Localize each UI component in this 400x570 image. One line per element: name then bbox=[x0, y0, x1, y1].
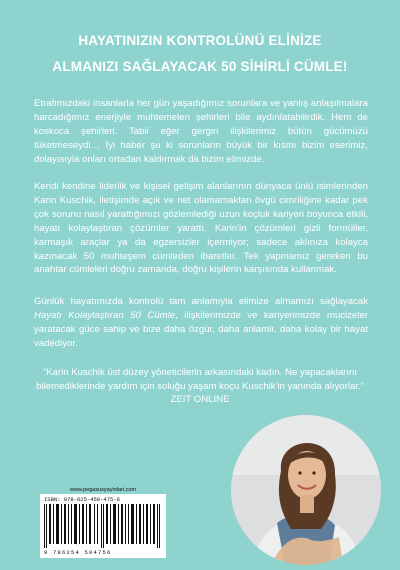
isbn-label: ISBN: 978-625-450-475-6 bbox=[44, 496, 120, 503]
author-portrait-illustration bbox=[231, 415, 381, 565]
barcode-panel bbox=[40, 487, 166, 558]
press-quote bbox=[26, 366, 374, 407]
book-title-italic: Hayatı Kolaylaştıran 50 Cümle bbox=[34, 309, 176, 321]
author-photo bbox=[231, 415, 381, 565]
paragraph-promise-start: Günlük hayatımızda kontrolü tam anlamıyla elimize almamızı sağlayacak bbox=[34, 296, 368, 307]
quote-source: ZEIT ONLINE bbox=[170, 394, 230, 405]
paragraph-promise-end: , ilişkilerimizde ve kariyerimizde mucizeler yaratacak güce sahip ve bize daha özgür, daha anlamlı, daha kolay bir hayat vadediyor. bbox=[34, 309, 368, 349]
barcode-number: 9 786254 504756 bbox=[44, 549, 112, 556]
quote-text: “Karin Kuschik üst düzey yöneticilerin arkasındaki kadın. Ne yapacaklarını bilemediklerinde yardım için soluğu yaşam koçu Kuschik'in yanında alıyorlar.” bbox=[36, 367, 364, 392]
publisher-url: www.pegasusyayinlari.com bbox=[69, 487, 137, 493]
back-cover-headline bbox=[0, 28, 400, 80]
paragraph-promise bbox=[34, 295, 368, 351]
headline-line-2: ALMANIZI SAĞLAYACAK 50 SİHİRLİ CÜMLE! bbox=[52, 59, 348, 74]
barcode-icon bbox=[44, 504, 162, 548]
paragraph-author: Kendi kendine liderlik ve kişisel gelişim alanlarının dünyaca ünlü isimlerinden Karin Kuschik, iletişimde açık ve net olamamaktan övgü cimriliğine kadar pek çok sorunu nasıl yarattığımızı gözlemlediği uzun koçluk kariyeri boyunca etkili, hayatı kolaylaştıran çözümler yarattı. Karin'in çözümleri gizli formüller, karmaşık araçlar ya da egzersizler içermiyor; sadece aklınıza kolayca kazınacak 50 muhteşem cümleden ibaretler. Tek yapmamız gereken bu anahtar cümleleri doğru zamanda, doğru kişilerin karşısında kullanmak. bbox=[34, 181, 368, 276]
headline-line-1: HAYATINIZIN KONTROLÜNÜ ELİNİZE bbox=[78, 33, 322, 48]
paragraph-intro: Etrafımızdaki insanlarla her gün yaşadığımız sorunlara ve yanlış anlaşılmalara harcadığımız enerjiyle muhtemelen şehirleri bile aydınlatabilirdik. Hem de koskoca şehirleri. Tabii eğer gergin ilişkilerimiz bütün gücümüzü tüketmeseydi… İyi haber şu ki sorunların büyük bir kısmı bizim eserimiz, dolayısıyla onları ortadan kaldırmak da bizim elimizde. bbox=[34, 98, 368, 165]
